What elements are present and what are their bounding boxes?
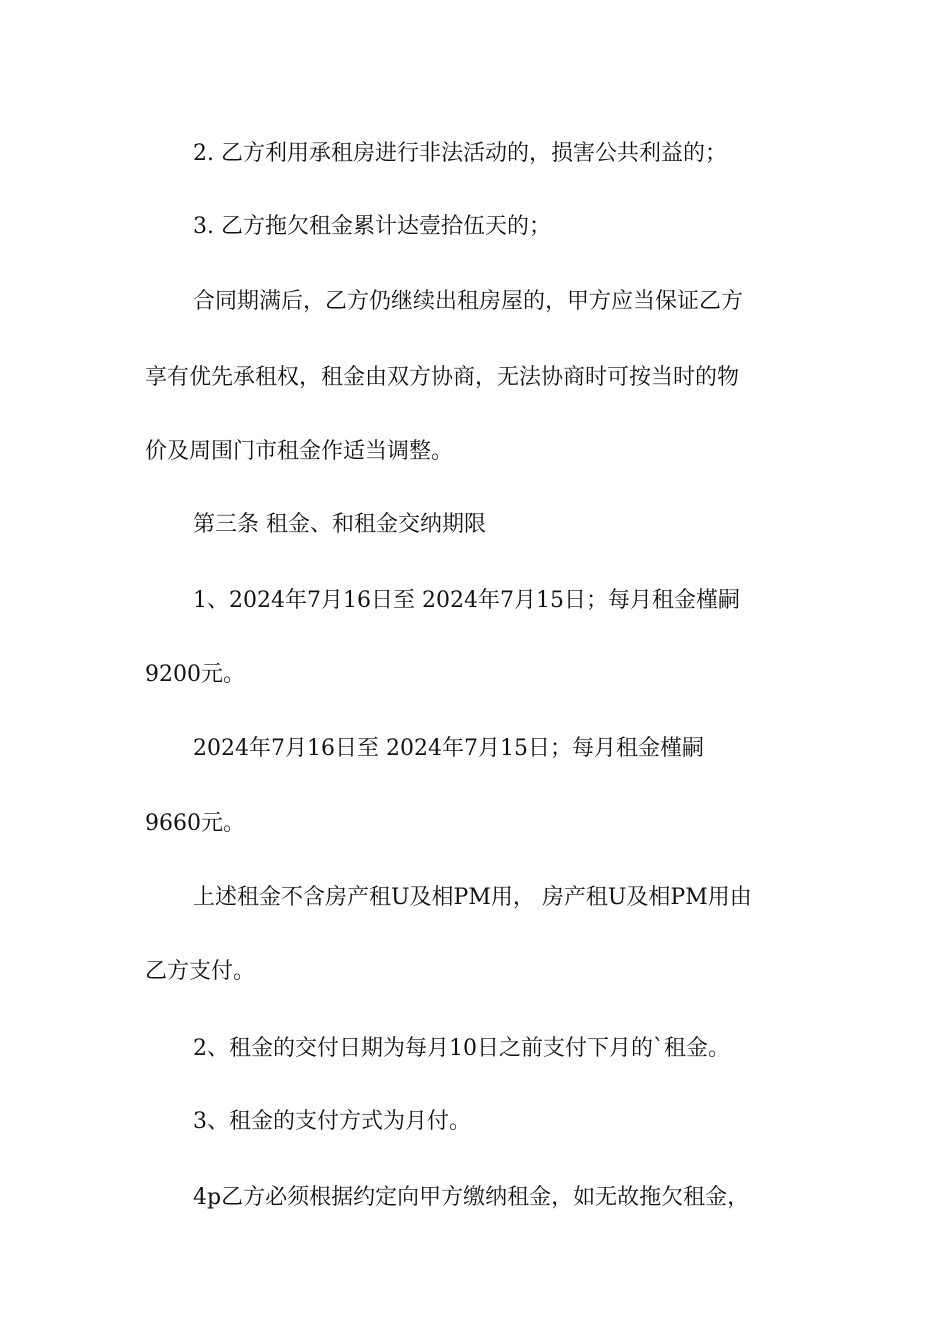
clause-item-2: 2. 乙方利用承租房进行非法活动的，损害公共利益的；: [193, 141, 727, 166]
rent-period-2-line-1: 2024年7月16日至 2024年7月15日；每月租金槿嗣: [193, 736, 704, 761]
rent-exclusion-line-2: 乙方支付。: [145, 959, 256, 984]
payment-method-clause: 3、租金的支付方式为月付。: [193, 1109, 471, 1134]
article-three-heading: 第三条 租金、和租金交纳期限: [193, 512, 486, 537]
rent-period-2-line-2: 9660元。: [145, 811, 245, 836]
rent-exclusion-line-1: 上述租金不含房产租U及相PM用， 房产租U及相PM用由: [193, 885, 752, 910]
rent-period-1-line-1: 1、2024年7月16日至 2024年7月15日；每月租金槿嗣: [193, 588, 740, 613]
payment-date-clause: 2、租金的交付日期为每月10日之前支付下月的`租金。: [193, 1036, 730, 1061]
paragraph-renewal-line-3: 价及周围门市租金作适当调整。: [145, 439, 454, 464]
rent-period-1-line-2: 9200元。: [145, 662, 245, 687]
paragraph-renewal-line-2: 享有优先承租权，租金由双方协商，无法协商时可按当时的物: [145, 365, 740, 390]
paragraph-renewal-line-1: 合同期满后，乙方仍继续出租房屋的，甲方应当保证乙方: [193, 289, 744, 314]
payment-obligation-clause: 4p乙方必须根据约定向甲方缴纳租金，如无故拖欠租金，: [193, 1185, 750, 1210]
clause-item-3: 3. 乙方拖欠租金累计达壹拾伍天的；: [193, 214, 551, 239]
